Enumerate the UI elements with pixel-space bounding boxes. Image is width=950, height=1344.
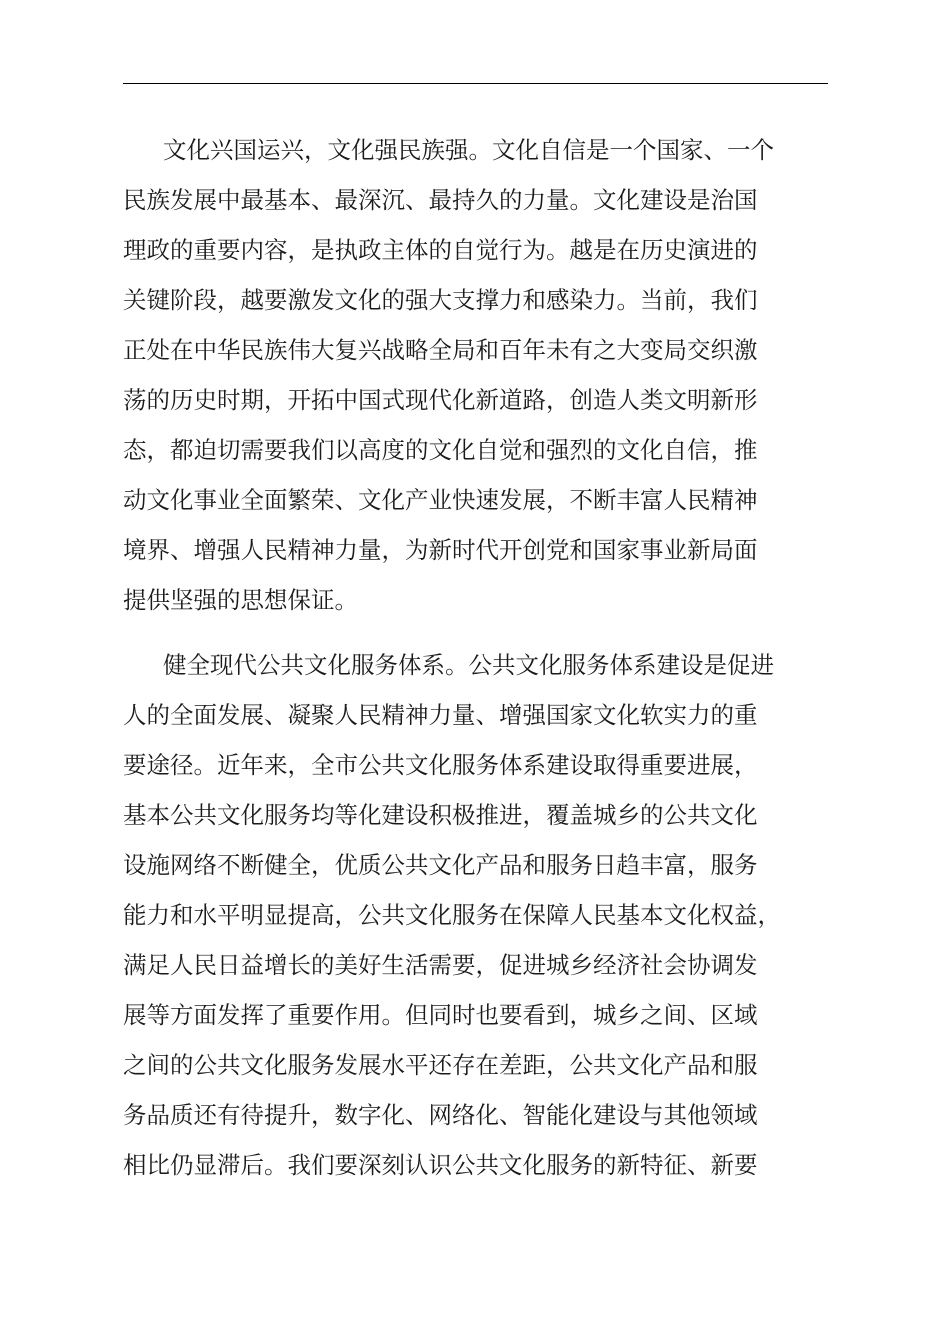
text-line: 荡的历史时期，开拓中国式现代化新道路，创造人类文明新形 <box>123 386 758 414</box>
text-line: 设施网络不断健全，优质公共文化产品和服务日趋丰富，服务 <box>123 851 758 879</box>
text-line: 正处在中华民族伟大复兴战略全局和百年未有之大变局交织激 <box>123 336 758 364</box>
text-line: 相比仍显滞后。我们要深刻认识公共文化服务的新特征、新要 <box>123 1151 758 1179</box>
text-line: 之间的公共文化服务发展水平还存在差距，公共文化产品和服 <box>123 1051 758 1079</box>
text-line: 文化兴国运兴，文化强民族强。文化自信是一个国家、一个 <box>163 136 774 164</box>
text-line: 理政的重要内容，是执政主体的自觉行为。越是在历史演进的 <box>123 236 758 264</box>
text-line: 动文化事业全面繁荣、文化产业快速发展，不断丰富人民精神 <box>123 486 758 514</box>
paragraph <box>123 640 828 1190</box>
text-line: 满足人民日益增长的美好生活需要，促进城乡经济社会协调发 <box>123 951 758 979</box>
text-line: 健全现代公共文化服务体系。公共文化服务体系建设是促进 <box>163 651 774 679</box>
document-body <box>123 125 828 1190</box>
text-line: 务品质还有待提升，数字化、网络化、智能化建设与其他领域 <box>123 1101 758 1129</box>
text-line: 人的全面发展、凝聚人民精神力量、增强国家文化软实力的重 <box>123 701 758 729</box>
paragraph-spacer <box>123 625 828 640</box>
text-line: 关键阶段，越要激发文化的强大支撑力和感染力。当前，我们 <box>123 286 758 314</box>
paragraph <box>123 125 828 625</box>
text-line: 要途径。近年来，全市公共文化服务体系建设取得重要进展， <box>123 751 758 779</box>
text-line: 提供坚强的思想保证。 <box>123 586 358 614</box>
text-line: 态，都迫切需要我们以高度的文化自觉和强烈的文化自信，推 <box>123 436 758 464</box>
header-rule <box>123 83 828 84</box>
text-line: 能力和水平明显提高，公共文化服务在保障人民基本文化权益， <box>123 901 781 929</box>
text-line: 民族发展中最基本、最深沉、最持久的力量。文化建设是治国 <box>123 186 758 214</box>
text-line: 基本公共文化服务均等化建设积极推进，覆盖城乡的公共文化 <box>123 801 758 829</box>
text-line: 展等方面发挥了重要作用。但同时也要看到，城乡之间、区域 <box>123 1001 758 1029</box>
text-line: 境界、增强人民精神力量，为新时代开创党和国家事业新局面 <box>123 536 758 564</box>
